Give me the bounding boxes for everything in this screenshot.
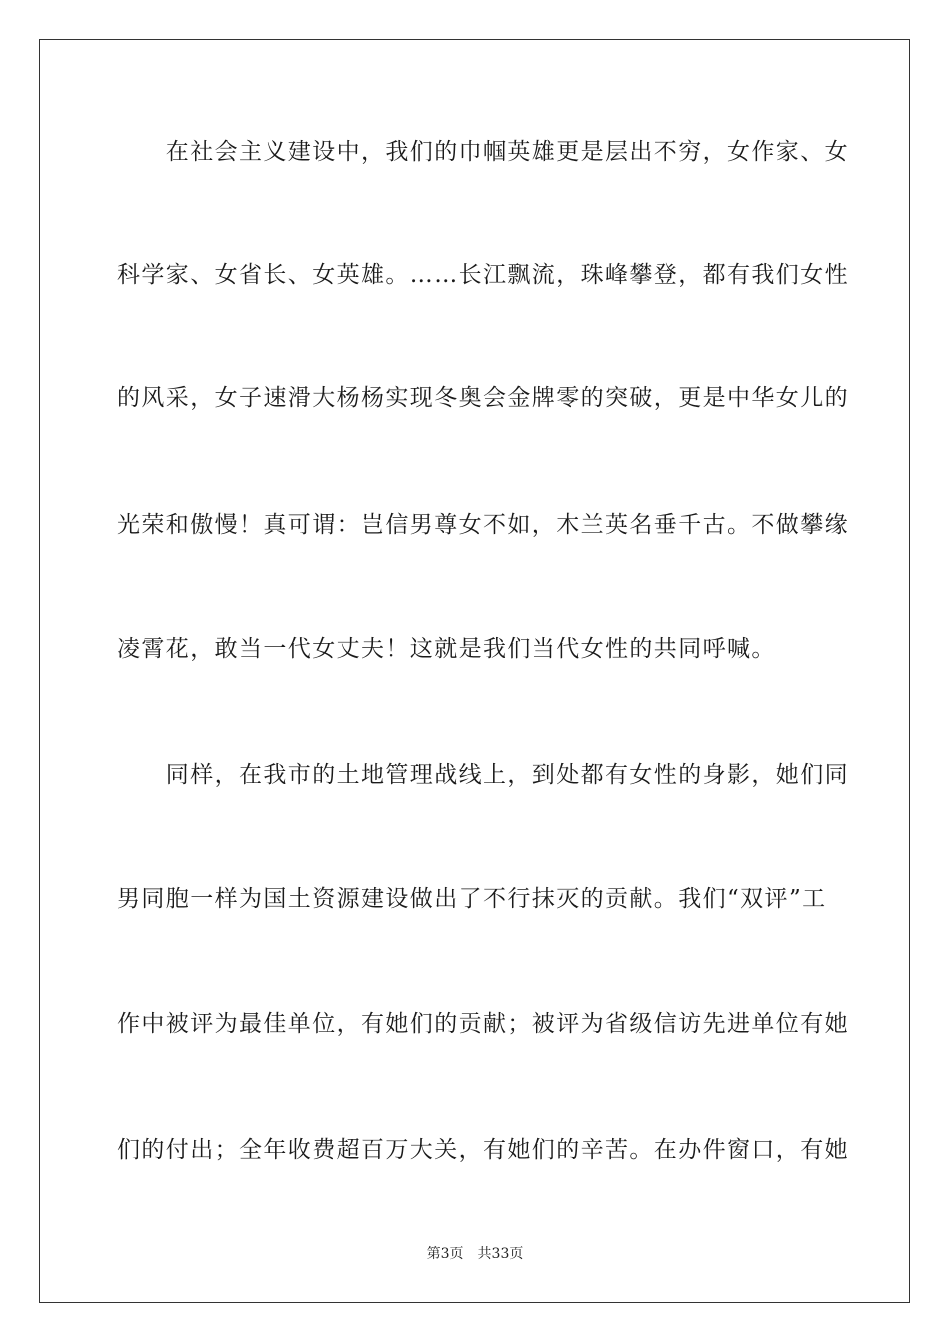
text-line: 的风采，女子速滑大杨杨实现冬奥会金牌零的突破，更是中华女儿的: [117, 385, 849, 411]
text-line: 同样，在我市的土地管理战线上，到处都有女性的身影，她们同: [117, 762, 849, 788]
text-line: 作中被评为最佳单位，有她们的贡献；被评为省级信访先进单位有她: [117, 1011, 849, 1037]
text-line: 凌霄花，敢当一代女丈夫！这就是我们当代女性的共同呼喊。: [117, 636, 776, 662]
page-footer: [0, 1244, 950, 1264]
text-line: 科学家、女省长、女英雄。……长江飘流，珠峰攀登，都有我们女性: [117, 262, 849, 288]
page-border: [39, 39, 910, 1303]
text-line: 们的付出；全年收费超百万大关，有她们的辛苦。在办件窗口，有她: [117, 1137, 849, 1163]
text-line: 男同胞一样为国土资源建设做出了不行抹灭的贡献。我们“双评”工: [117, 886, 827, 912]
page-number: 第3页: [426, 1246, 464, 1262]
text-line: 光荣和傲慢！真可谓：岂信男尊女不如，木兰英名垂千古。不做攀缘: [117, 512, 849, 538]
page-total: 共33页: [477, 1246, 524, 1262]
text-line: 在社会主义建设中，我们的巾帼英雄更是层出不穷，女作家、女: [117, 139, 849, 165]
